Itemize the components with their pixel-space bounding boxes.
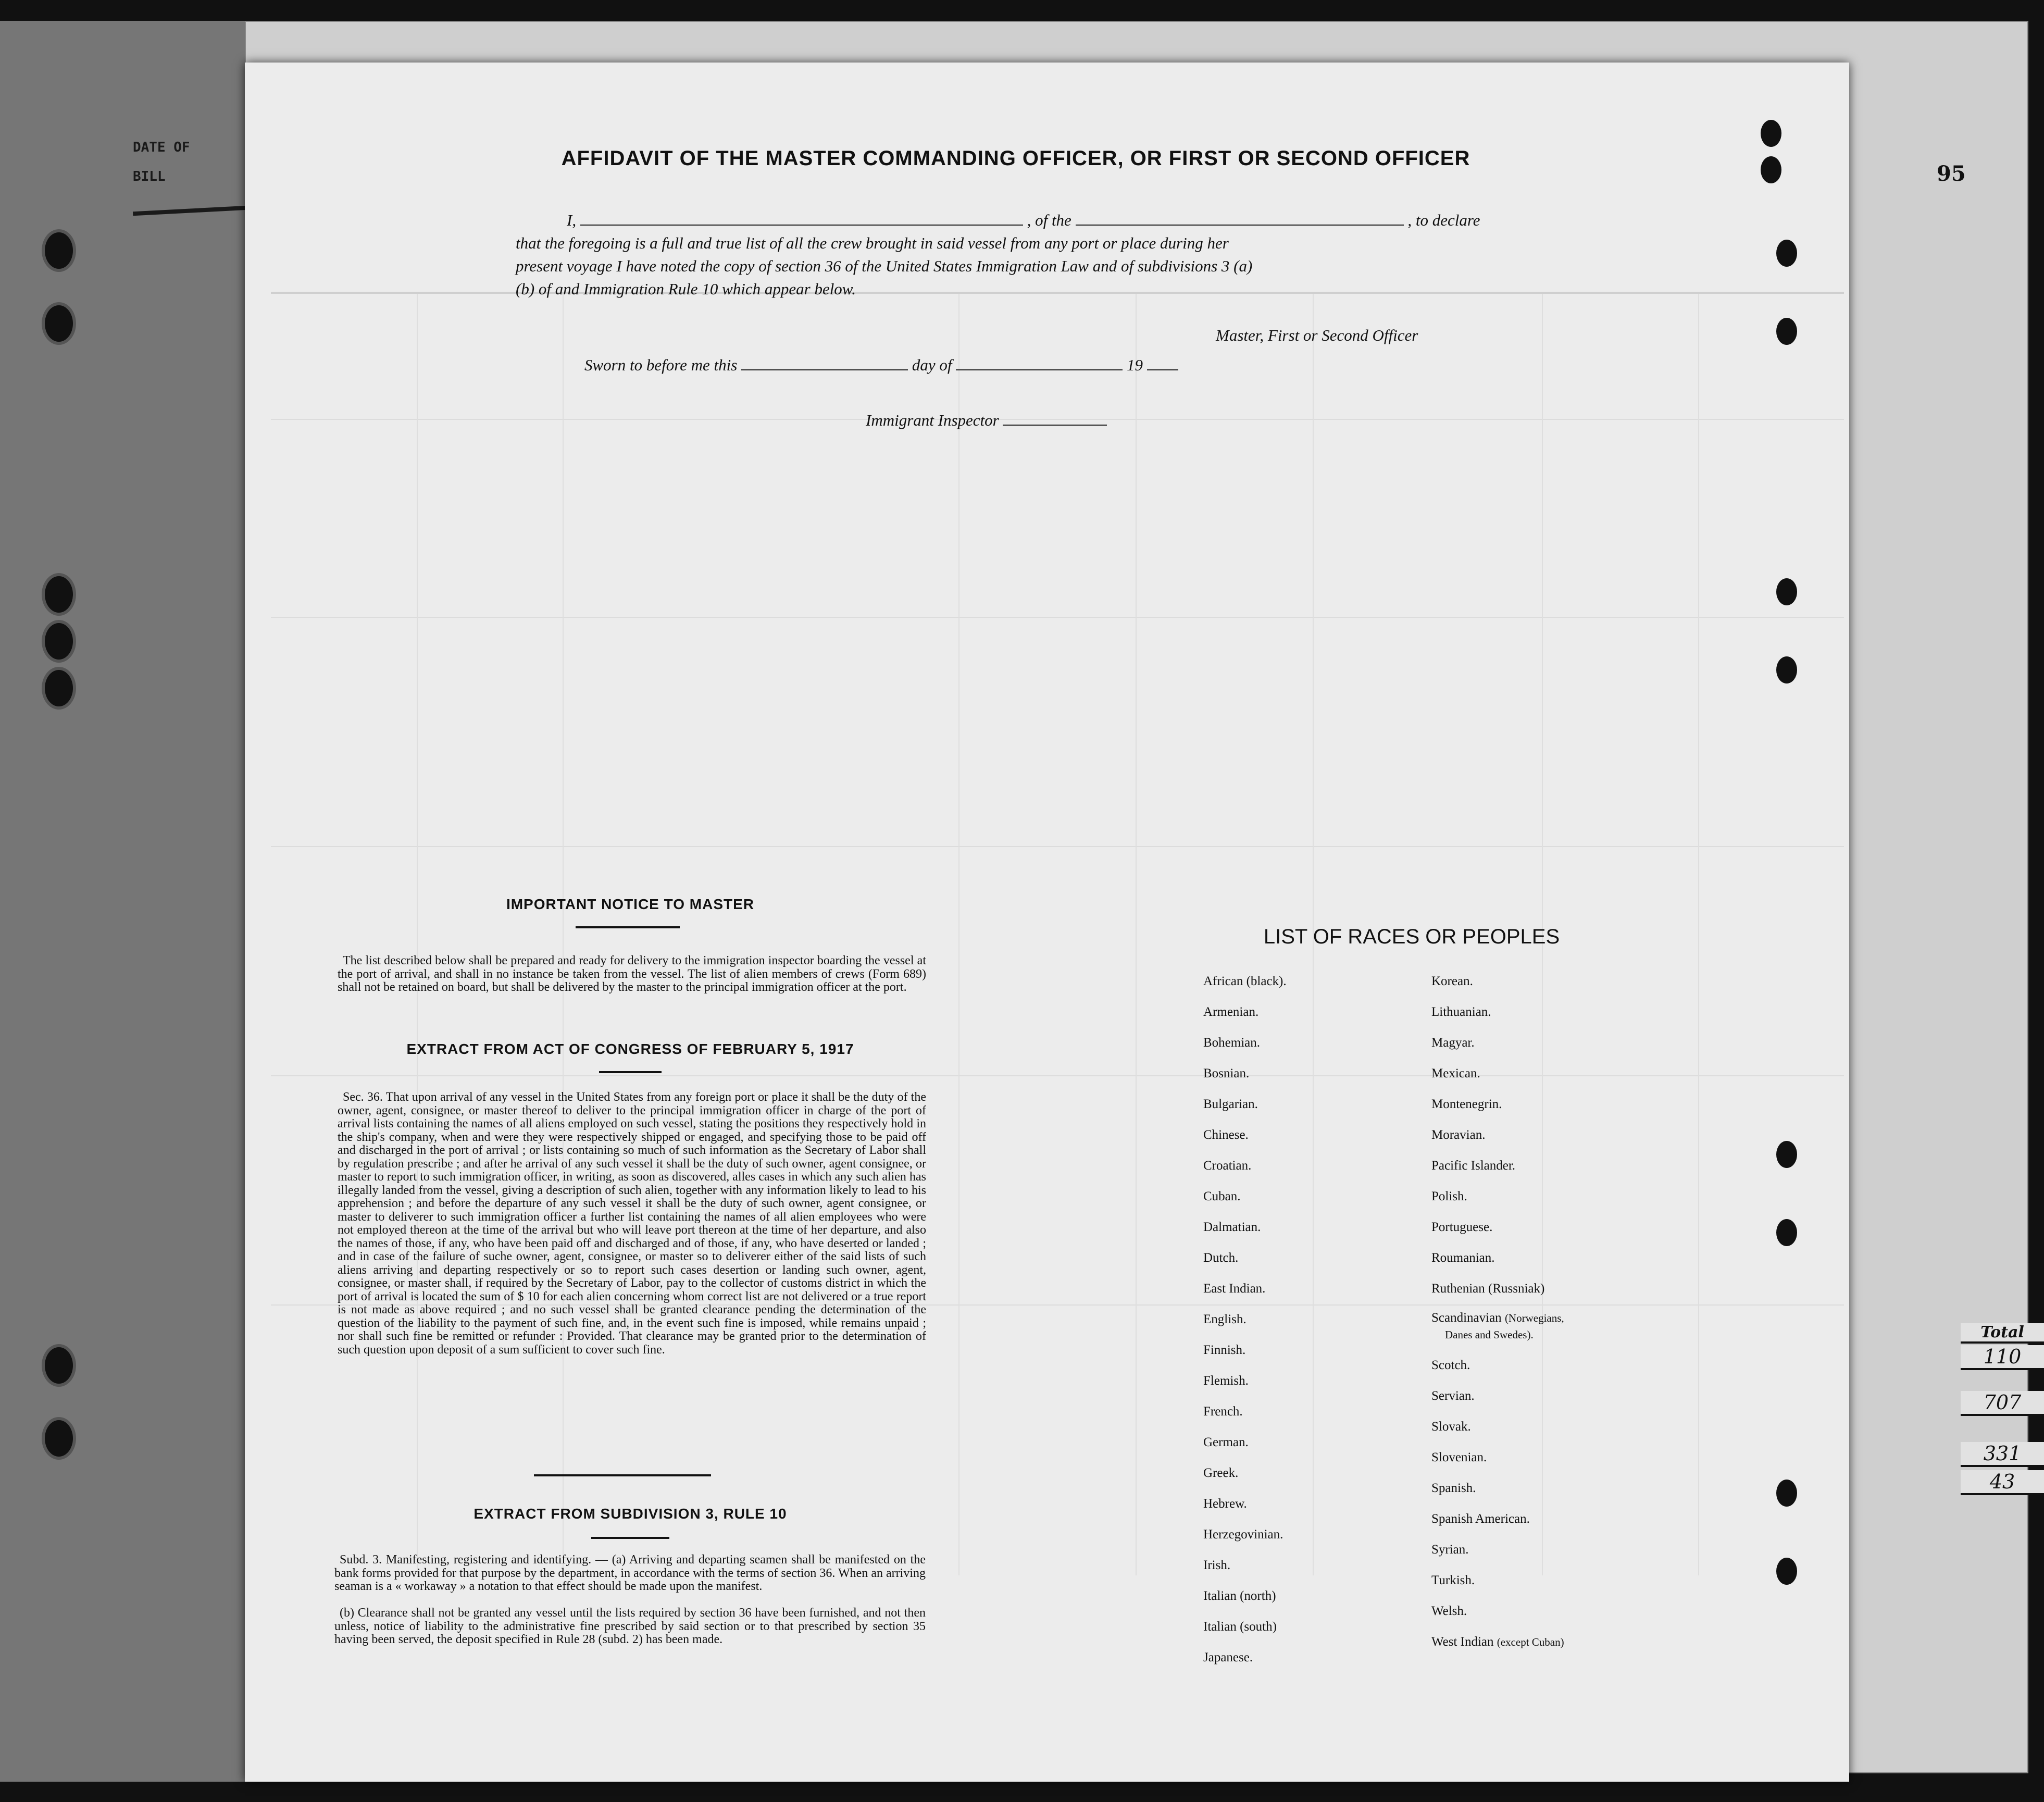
race-item: Moravian. [1431,1128,1486,1142]
race-item: Croatian. [1203,1159,1252,1173]
race-item: Spanish. [1431,1481,1476,1495]
race-item: Mexican. [1431,1066,1480,1080]
sworn-line: Sworn to before me this day of 19 [584,354,1178,376]
race-item-west-indian: West Indian (except Cuban) [1431,1635,1564,1649]
ring-hole [1761,120,1781,147]
sworn-month-blank [956,369,1123,370]
act-title: EXTRACT FROM ACT OF CONGRESS OF FEBRUARY 5, 1917 [406,1041,854,1057]
race-item: Bosnian. [1203,1066,1250,1080]
binder-board [0,21,271,1782]
race-item: Polish. [1431,1189,1467,1203]
name-blank [580,225,1023,226]
rule-title: EXTRACT FROM SUBDIVISION 3, RULE 10 [473,1506,787,1522]
affidavit-line-2: that the foregoing is a full and true list of all the crew brought in said vessel from any port or place during her [516,234,1229,252]
binder-hole [42,667,76,710]
binder-hole [42,302,76,345]
ring-hole [1776,240,1797,267]
page-number: 95 [1937,161,1966,186]
race-item: Syrian. [1431,1543,1469,1557]
race-item: Spanish American. [1431,1512,1530,1526]
race-item: Dalmatian. [1203,1220,1261,1234]
race-item: African (black). [1203,974,1287,988]
race-item: English. [1203,1312,1247,1326]
tally-value: 707 [1961,1391,2044,1416]
rule-text-b: (b) Clearance shall not be granted any vessel until the lists required by section 36 have been furnished, and not then unless, notice of liability to the administrative fine prescribed by said section or to that prescribed by section 35 having been served, the deposit specified in Rule 28 (subd. 2) has been made. [334,1606,926,1646]
date-stamp: DATE OF BILL [133,140,190,184]
race-item: Portuguese. [1431,1220,1493,1234]
race-item: Armenian. [1203,1005,1259,1019]
race-item: Dutch. [1203,1251,1239,1265]
race-item: Roumanian. [1431,1251,1495,1265]
binder-hole [42,229,76,272]
race-item: Slovenian. [1431,1450,1487,1464]
sworn-day-blank [741,369,908,370]
inspector-line: Immigrant Inspector [866,409,1107,431]
race-item: East Indian. [1203,1282,1266,1296]
tally-value: 110 [1961,1345,2044,1370]
race-item-scandinavian: Scandinavian (Norwegians, [1431,1311,1564,1325]
race-note: Danes and Swedes). [1445,1328,1534,1341]
binder-hole [42,573,76,616]
race-item: Finnish. [1203,1343,1246,1357]
binder-hole [42,1417,76,1460]
race-item: Herzegovinian. [1203,1527,1283,1542]
tally-value: 43 [1961,1470,2044,1495]
race-item: German. [1203,1435,1249,1449]
inspector-blank [1003,425,1107,426]
race-item: Greek. [1203,1466,1239,1480]
race-item: Cuban. [1203,1189,1241,1203]
act-rule [599,1071,662,1073]
race-item: Irish. [1203,1558,1231,1572]
tally-value: 331 [1961,1442,2044,1467]
binder-hole [42,1344,76,1387]
race-item: Hebrew. [1203,1497,1247,1511]
race-item: Korean. [1431,974,1473,988]
race-item: Servian. [1431,1389,1475,1403]
notice-rule [576,926,680,928]
race-item: Montenegrin. [1431,1097,1502,1111]
race-item: Lithuanian. [1431,1005,1491,1019]
race-item: Italian (north) [1203,1589,1276,1603]
race-item: Slovak. [1431,1420,1471,1434]
notice-title: IMPORTANT NOTICE TO MASTER [506,896,755,912]
rule-title-rule [591,1537,669,1539]
notice-text: The list described below shall be prepared and ready for delivery to the immigration inspector boarding the vessel at the port of arrival, and shall in no instance be taken from the vessel. The list of alien members of crews (Form 689) shall not be retained on board, but shall be delivered by the master to the principal immigration officer at the port. [338,954,926,994]
race-item: Ruthenian (Russniak) [1431,1282,1545,1296]
race-item: Japanese. [1203,1650,1253,1664]
tally-label: Total [1961,1323,2044,1344]
section-divider [534,1474,711,1476]
race-item: Flemish. [1203,1374,1249,1388]
race-item: Welsh. [1431,1604,1467,1618]
master-signature-label: Master, First or Second Officer [1216,326,1418,344]
affidavit-title: AFFIDAVIT OF THE MASTER COMMANDING OFFICER, OR FIRST OR SECOND OFFICER [561,147,1470,170]
binder-hole [42,620,76,663]
ring-hole [1761,156,1781,183]
affidavit-line-3: present voyage I have noted the copy of section 36 of the United States Immigration Law and of subdivisions 3 (a) [516,257,1253,275]
race-item: Turkish. [1431,1573,1475,1587]
race-item: Chinese. [1203,1128,1249,1142]
race-item: Pacific Islander. [1431,1159,1516,1173]
affidavit-line-1: I, , of the , to declare [567,211,1480,229]
race-item: Italian (south) [1203,1620,1277,1634]
affidavit-line-4: (b) of and Immigration Rule 10 which appear below. [516,280,856,298]
rule-text-a: Subd. 3. Manifesting, registering and identifying. — (a) Arriving and departing seamen shall be manifested on the bank forms provided for that purpose by the department, in accordance with the terms of section 36. When an arriving seaman is a « workaway » a notation to that effect should be made upon the manifest. [334,1553,926,1593]
race-item: Magyar. [1431,1036,1475,1050]
vessel-blank [1076,225,1404,226]
sworn-year-blank [1147,369,1178,370]
act-text: Sec. 36. That upon arrival of any vessel in the United States from any foreign port or place it shall be the duty of the owner, agent, consignee, or master thereof to deliver to the principal immigration officer in charge of the port of arrival lists containing the names of all aliens employed on such vessel, stating the positions they respectively hold in the ship's company, when and were they were respectively shipped or engaged, and specifying those to be paid off and discharged in the port of arrival ; or lists containing so much of such information as the Secretary of Labor shall by regulation prescribe ; and after he arrival of any such vessel it shall be the duty of such owner, agent consignee, or master to report to such immigration officer, in writing, as soon as discovered, alles cases in which any such alien has illegally landed from the vessel, giving a description of such alien, together with any information likely to lead to his apprehension ; and before the departure of any such vessel it shall be the duty of such owner, agent consignee, or master to deliverer to such immigration officer a further list containing the names of all alien employees who were not employed thereon at the time of the arrival but who will leave port thereon at the time of her departure, and also the names of those, if any, who have been paid off and discharged and of those, if any, who have deserted or landed ; and in case of the failure of suche owner, agent, consignee, or master so to deliverer either of the said lists of such aliens arriving and departing respectively or so to report such cases desertion or landing such owner, agent, consignee, or master shall, if required by the Secretary of Labor, pay to the collector of customs district in which the port of arrival is located the sum of $ 10 for each alien concerning whom correct list are not delivered or a true report is not made as above required ; and no such vessel shall be granted clearance pending the determination of the question of the liability to the payment of such fine, and, in the event such fine is imposed, while remains unpaid ; nor shall such fine be remitted or refunder : Provided. That clearance may be granted prior to the determination of such question upon deposit of a sum sufficient to cover such fine. [338,1090,926,1357]
race-item: French. [1203,1405,1243,1419]
race-item: Scotch. [1431,1358,1470,1372]
race-item: Bulgarian. [1203,1097,1258,1111]
tally-column [1849,1323,2044,1521]
races-title: LIST OF RACES OR PEOPLES [1263,925,1560,948]
race-item: Bohemian. [1203,1036,1261,1050]
